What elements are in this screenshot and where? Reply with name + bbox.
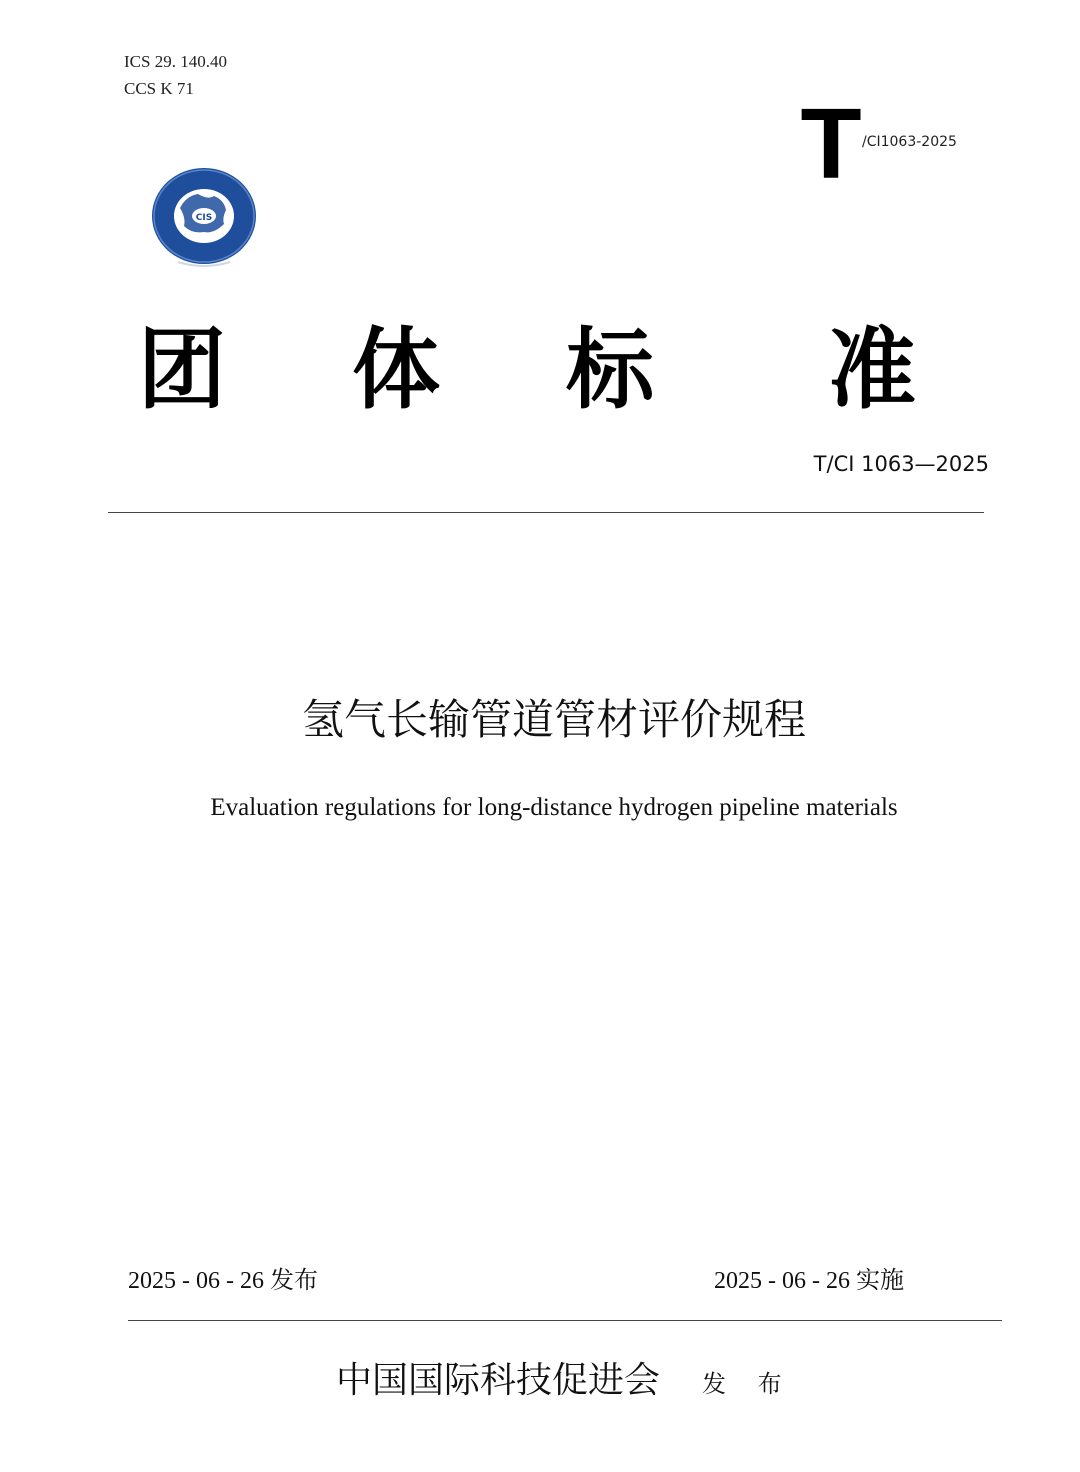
- svg-text:CIS: CIS: [195, 213, 213, 223]
- publisher-name: 中国国际科技促进会: [336, 1360, 661, 1401]
- standard-t-mark-letter: T: [800, 96, 862, 188]
- standard-type-char-2: 体: [352, 318, 441, 421]
- top-divider: [108, 512, 984, 513]
- publish-date: 2025 - 06 - 26 发布: [128, 1268, 318, 1294]
- effective-date: 2025 - 06 - 26 实施: [714, 1268, 904, 1294]
- document-number: T/CI 1063—2025: [813, 452, 989, 476]
- association-emblem-figure: [146, 168, 266, 272]
- publish-label: 发 布: [702, 1370, 794, 1398]
- standard-type-char-1: 团: [138, 318, 227, 421]
- title-chinese: 氢气长输管道管材评价规程: [301, 695, 806, 744]
- ccs-code: CCS K 71: [124, 79, 194, 98]
- standard-code: /CI1063-2025: [862, 134, 957, 150]
- ics-code: ICS 29. 140.40: [124, 52, 227, 71]
- title-english: Evaluation regulations for long-distance hydrogen pipeline materials: [210, 794, 898, 821]
- standard-type-char-4: 准: [828, 318, 917, 421]
- emblem-icon: [146, 168, 266, 272]
- standard-t-mark: [796, 96, 866, 188]
- bottom-divider: [128, 1320, 1002, 1321]
- standard-type-char-3: 标: [566, 318, 655, 421]
- association-emblem: [146, 168, 266, 272]
